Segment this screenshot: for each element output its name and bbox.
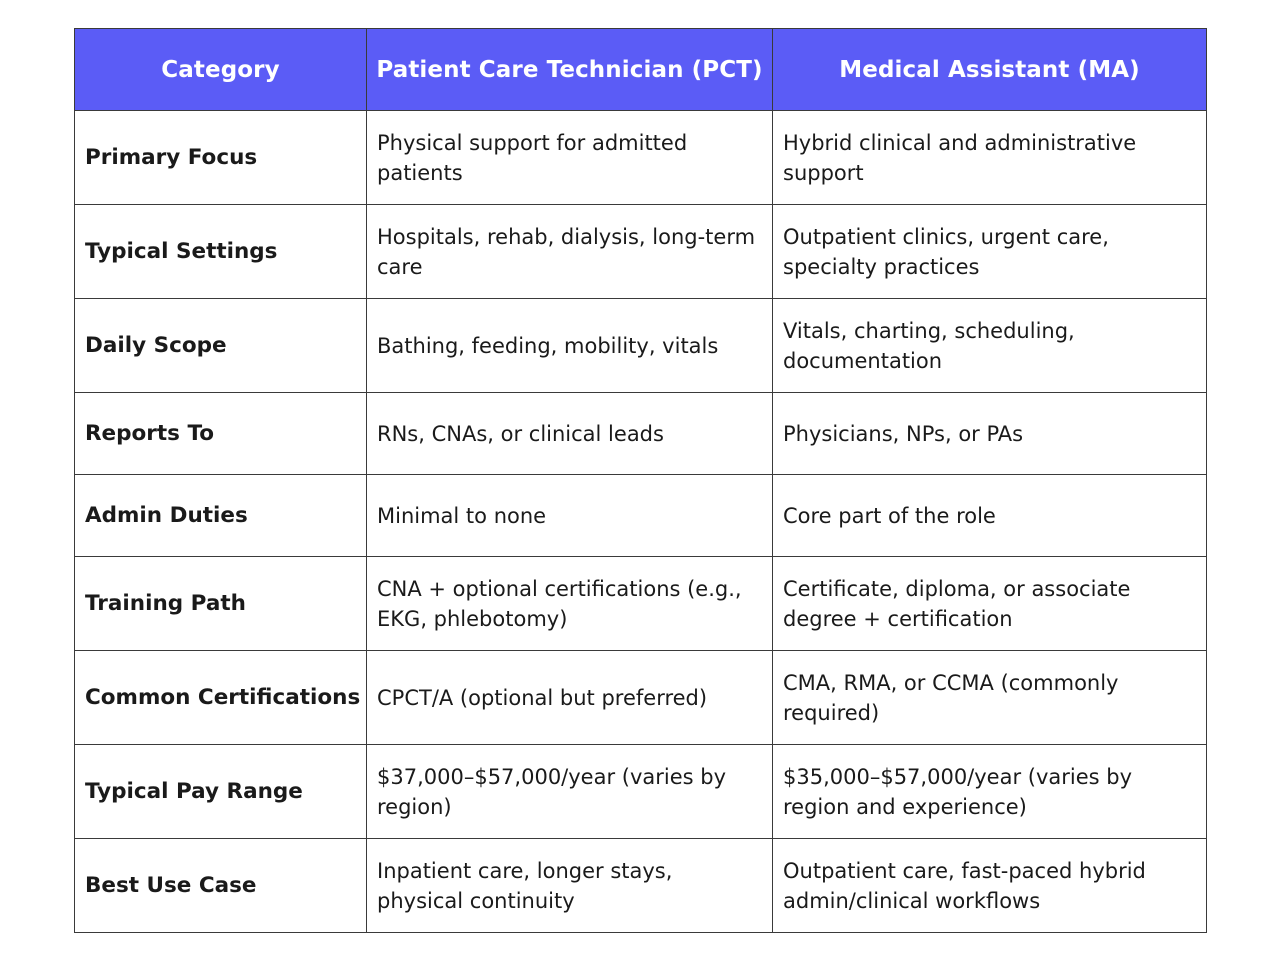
row-category: Common Certifications [75, 651, 367, 745]
row-pct-value: Physical support for admitted patients [367, 111, 773, 205]
row-ma-value: Hybrid clinical and administrative support [773, 111, 1207, 205]
row-pct-value: Minimal to none [367, 475, 773, 557]
row-ma-value: CMA, RMA, or CCMA (commonly required) [773, 651, 1207, 745]
row-category: Typical Pay Range [75, 745, 367, 839]
row-ma-value: Certificate, diploma, or associate degree + certification [773, 557, 1207, 651]
table-row [75, 839, 1207, 933]
table-row [75, 475, 1207, 557]
row-category: Typical Settings [75, 205, 367, 299]
row-category: Admin Duties [75, 475, 367, 557]
row-ma-value: Vitals, charting, scheduling, documentation [773, 299, 1207, 393]
row-category: Primary Focus [75, 111, 367, 205]
row-ma-value: $35,000–$57,000/year (varies by region and experience) [773, 745, 1207, 839]
table-body [75, 111, 1207, 933]
row-category: Reports To [75, 393, 367, 475]
row-pct-value: CNA + optional certifications (e.g., EKG, phlebotomy) [367, 557, 773, 651]
row-pct-value: CPCT/A (optional but preferred) [367, 651, 773, 745]
header-category: Category [75, 29, 367, 111]
row-ma-value: Physicians, NPs, or PAs [773, 393, 1207, 475]
row-pct-value: $37,000–$57,000/year (varies by region) [367, 745, 773, 839]
row-category: Daily Scope [75, 299, 367, 393]
row-pct-value: Hospitals, rehab, dialysis, long-term care [367, 205, 773, 299]
row-category: Best Use Case [75, 839, 367, 933]
row-ma-value: Outpatient clinics, urgent care, specialty practices [773, 205, 1207, 299]
row-category: Training Path [75, 557, 367, 651]
table-row [75, 205, 1207, 299]
row-ma-value: Core part of the role [773, 475, 1207, 557]
header-row [75, 29, 1207, 111]
row-pct-value: RNs, CNAs, or clinical leads [367, 393, 773, 475]
table-row [75, 393, 1207, 475]
table-row [75, 745, 1207, 839]
header-ma: Medical Assistant (MA) [773, 29, 1207, 111]
row-pct-value: Bathing, feeding, mobility, vitals [367, 299, 773, 393]
comparison-table [74, 28, 1207, 933]
table-row [75, 557, 1207, 651]
table-row [75, 299, 1207, 393]
table-row [75, 651, 1207, 745]
table-row [75, 111, 1207, 205]
row-ma-value: Outpatient care, fast-paced hybrid admin/clinical workflows [773, 839, 1207, 933]
table-header [75, 29, 1207, 111]
header-pct: Patient Care Technician (PCT) [367, 29, 773, 111]
row-pct-value: Inpatient care, longer stays, physical continuity [367, 839, 773, 933]
